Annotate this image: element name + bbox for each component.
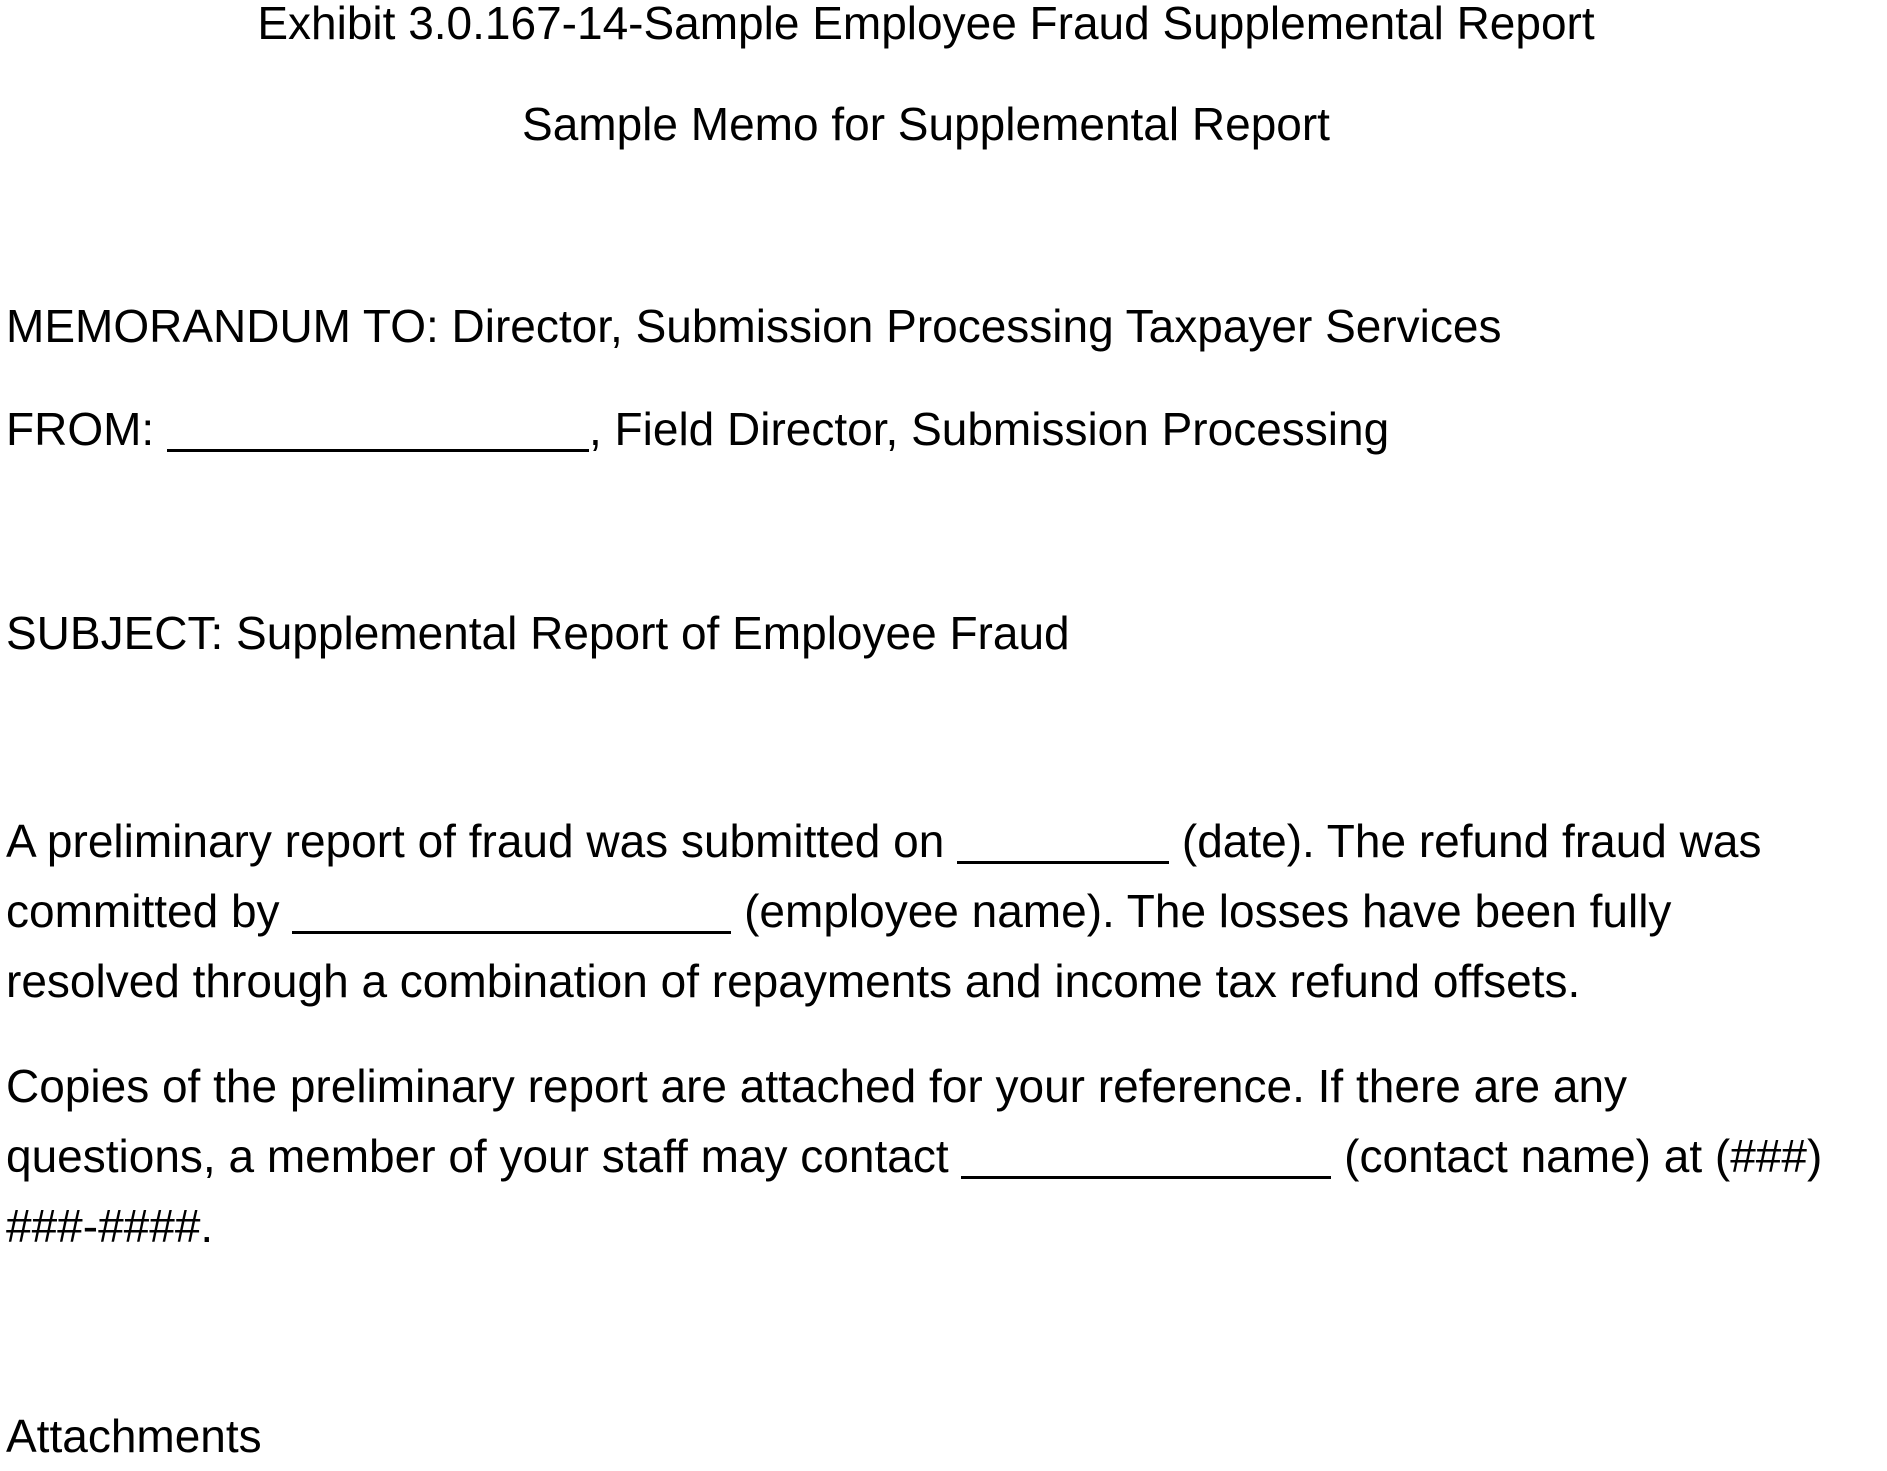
text-run: FROM: — [6, 403, 167, 455]
text-run: (contact name) at (###) ###-####. — [6, 1130, 1823, 1252]
text-run: A preliminary report of fraud was submitted on — [6, 815, 958, 867]
text-run: Copies of the preliminary report are attached for your reference. If there are any questions, a member of your staff may contact — [6, 1060, 1628, 1182]
contact-name-blank — [961, 1176, 1331, 1179]
from-line — [6, 394, 1846, 464]
date-blank — [957, 861, 1169, 864]
text-run: , Field Director, Submission Processing — [588, 403, 1390, 455]
body-paragraph-copies-attached — [6, 1051, 1846, 1261]
subject-line: SUBJECT: Supplemental Report of Employee Fraud — [6, 607, 1070, 659]
memorandum-to-line: MEMORANDUM TO: Director, Submission Processing Taxpayer Services — [6, 300, 1502, 352]
from-name-blank — [167, 449, 589, 452]
text-run: (date). The refund fraud was committed by — [6, 815, 1762, 937]
text-run: (employee name). The losses have been fully resolved through a combination of repayments and income tax refund offsets. — [6, 885, 1672, 1007]
memo-subtitle: Sample Memo for Supplemental Report — [522, 98, 1330, 150]
body-paragraph-preliminary-report — [6, 806, 1846, 1016]
exhibit-title: Exhibit 3.0.167-14-Sample Employee Fraud Supplemental Report — [257, 0, 1595, 49]
employee-name-blank — [292, 931, 731, 934]
attachments-label: Attachments — [6, 1410, 262, 1462]
